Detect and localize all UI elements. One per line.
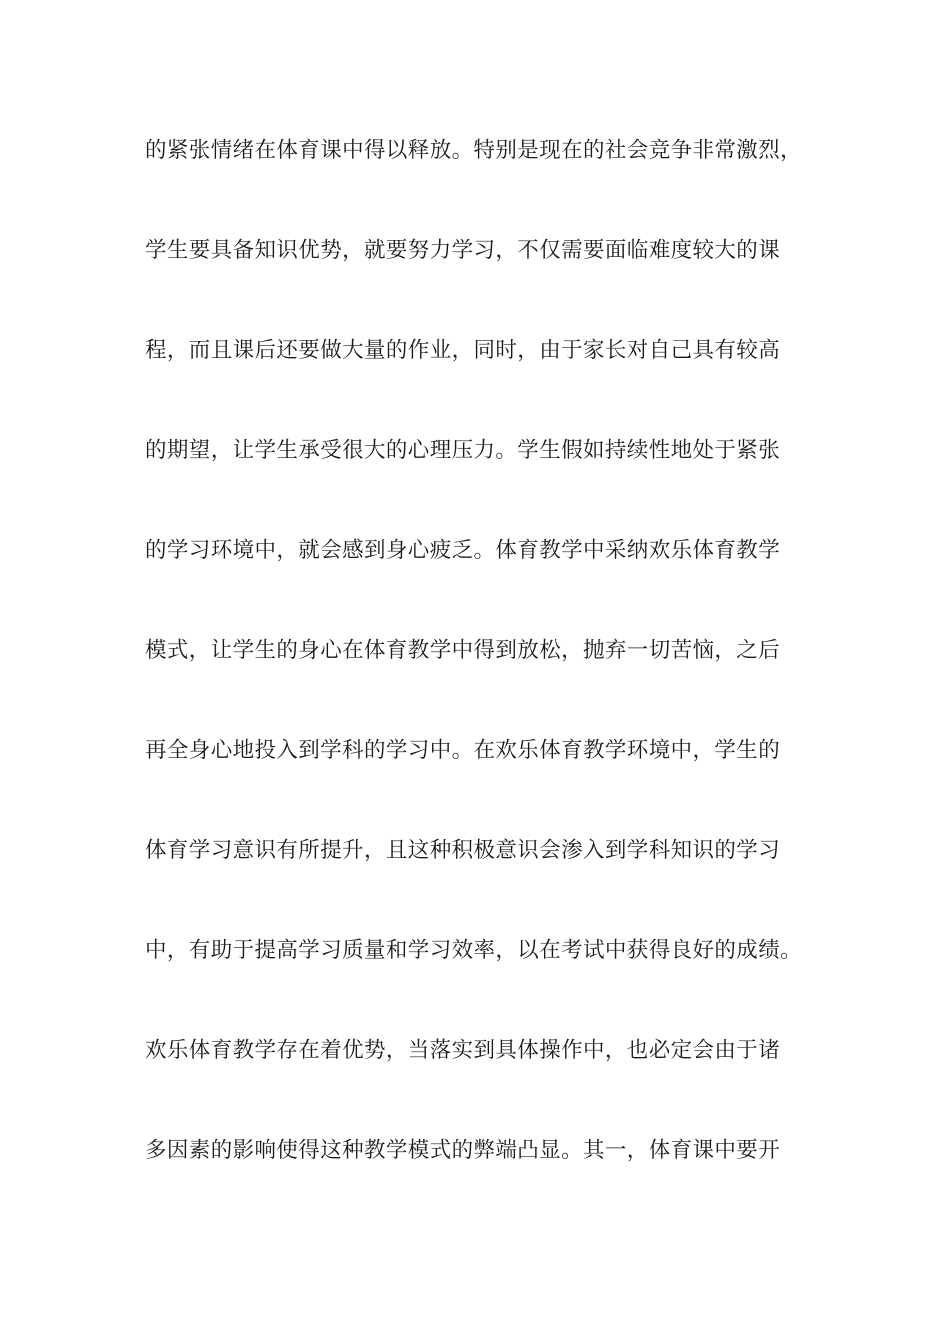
text-line: 多因素的影响使得这种教学模式的弊端凸显。其一，体育课中要开 — [145, 1138, 781, 1163]
text-line: 体育学习意识有所提升，且这种积极意识会渗入到学科知识的学习 — [145, 838, 781, 863]
text-line: 程，而且课后还要做大量的作业，同时，由于家长对自己具有较高 — [145, 338, 781, 363]
text-line: 学生要具备知识优势，就要努力学习，不仅需要面临难度较大的课 — [145, 238, 781, 263]
text-line: 的期望，让学生承受很大的心理压力。学生假如持续性地处于紧张 — [145, 438, 781, 463]
text-line: 中，有助于提高学习质量和学习效率，以在考试中获得良好的成绩。 — [145, 938, 803, 963]
text-line: 再全身心地投入到学科的学习中。在欢乐体育教学环境中，学生的 — [145, 738, 781, 763]
body-text — [145, 126, 825, 1226]
text-line: 模式，让学生的身心在体育教学中得到放松，抛弃一切苦恼，之后 — [145, 638, 781, 663]
text-line: 欢乐体育教学存在着优势，当落实到具体操作中，也必定会由于诸 — [145, 1038, 781, 1063]
text-line: 的紧张情绪在体育课中得以释放。特别是现在的社会竞争非常激烈， — [145, 138, 803, 163]
text-line: 的学习环境中，就会感到身心疲乏。体育教学中采纳欢乐体育教学 — [145, 538, 781, 563]
